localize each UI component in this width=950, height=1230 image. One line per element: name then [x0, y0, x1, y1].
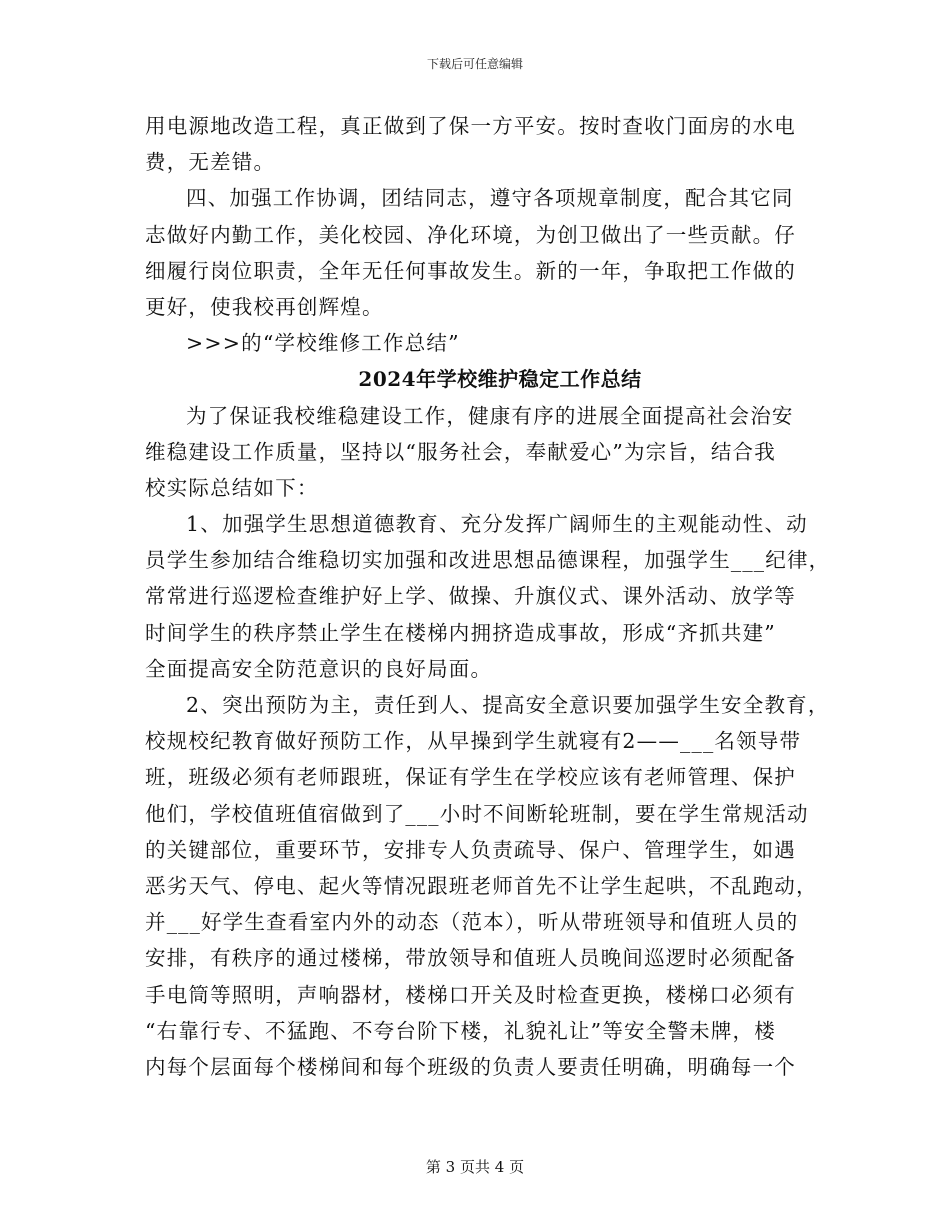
text-line: 常常进行巡逻检查维护好上学、做操、升旗仪式、课外活动、放学等 — [145, 584, 796, 609]
text-line: 时间学生的秩序禁止学生在楼梯内拥挤造成事故，形成“齐抓共建” — [145, 620, 776, 645]
text-line: 班，班级必须有老师跟班，保证有学生在学校应该有老师管理、保护 — [145, 765, 796, 790]
paragraph-start: 为了保证我校维稳建设工作，健康有序的进展全面提高社会治安 — [186, 403, 794, 428]
paragraph-start: 2、突出预防为主，责任到人、提高安全意识要加强学生安全教育， — [186, 693, 830, 717]
text-line: 安排，有秩序的通过楼梯，带放领导和值班人员晚间巡逻时必须配备 — [145, 946, 796, 971]
text-line: 手电筒等照明，声响器材，楼梯口开关及时检查更换，楼梯口必须有 — [145, 982, 796, 1007]
text-line: 内每个层面每个楼梯间和每个班级的负责人要责任明确，明确每一个 — [145, 1054, 796, 1079]
text-line: 维稳建设工作质量，坚持以“服务社会，奉献爱心”为宗旨，结合我 — [145, 439, 776, 464]
paragraph-start: 四、加强工作协调，团结同志，遵守各项规章制度，配合其它同 — [186, 186, 794, 211]
text-line: 用电源地改造工程，真正做到了保一方平安。按时查收门面房的水电 — [145, 114, 796, 138]
section-title: 2024年学校维护稳定工作总结 — [358, 367, 642, 392]
text-line: 的关键部位，重要环节，安排专人负责疏导、保户、管理学生，如遇 — [145, 837, 796, 862]
text-line: 他们，学校值班值宿做到了___小时不间断轮班制，要在学生常规活动 — [145, 801, 809, 826]
text-line: 员学生参加结合维稳切实加强和改进思想品德课程，加强学生___纪律， — [145, 548, 831, 573]
page-header-note: 下载后可任意编辑 — [426, 57, 523, 71]
text-line: 更好，使我校再创辉煌。 — [145, 294, 384, 319]
text-line: “右靠行专、不猛跑、不夸台阶下楼，礼貌礼让”等安全警未牌，楼 — [145, 1018, 776, 1043]
text-line: 全面提高安全防范意识的良好局面。 — [145, 656, 493, 681]
related-link-text: >>>的“学校维修工作总结” — [186, 331, 460, 356]
text-line: 校实际总结如下： — [145, 475, 319, 500]
document-body — [145, 108, 831, 1085]
page-number: 第 3 页共 4 页 — [425, 1158, 525, 1176]
text-line: 恶劣天气、停电、起火等情况跟班老师首先不让学生起哄，不乱跑动， — [145, 873, 818, 898]
paragraph-start: 1、加强学生思想道德教育、充分发挥广阔师生的主观能动性、动 — [186, 512, 808, 537]
text-line: 费，无差错。 — [145, 150, 276, 175]
text-line: 细履行岗位职责，全年无任何事故发生。新的一年，争取把工作做的 — [145, 258, 796, 283]
text-line: 校规校纪教育做好预防工作，从早操到学生就寝有2——___名领导带 — [145, 729, 802, 754]
text-line: 志做好内勤工作，美化校园、净化环境，为创卫做出了一些贡献。仔 — [145, 222, 796, 247]
text-line: 并___好学生查看室内外的动态（范本），听从带班领导和值班人员的 — [145, 910, 799, 935]
